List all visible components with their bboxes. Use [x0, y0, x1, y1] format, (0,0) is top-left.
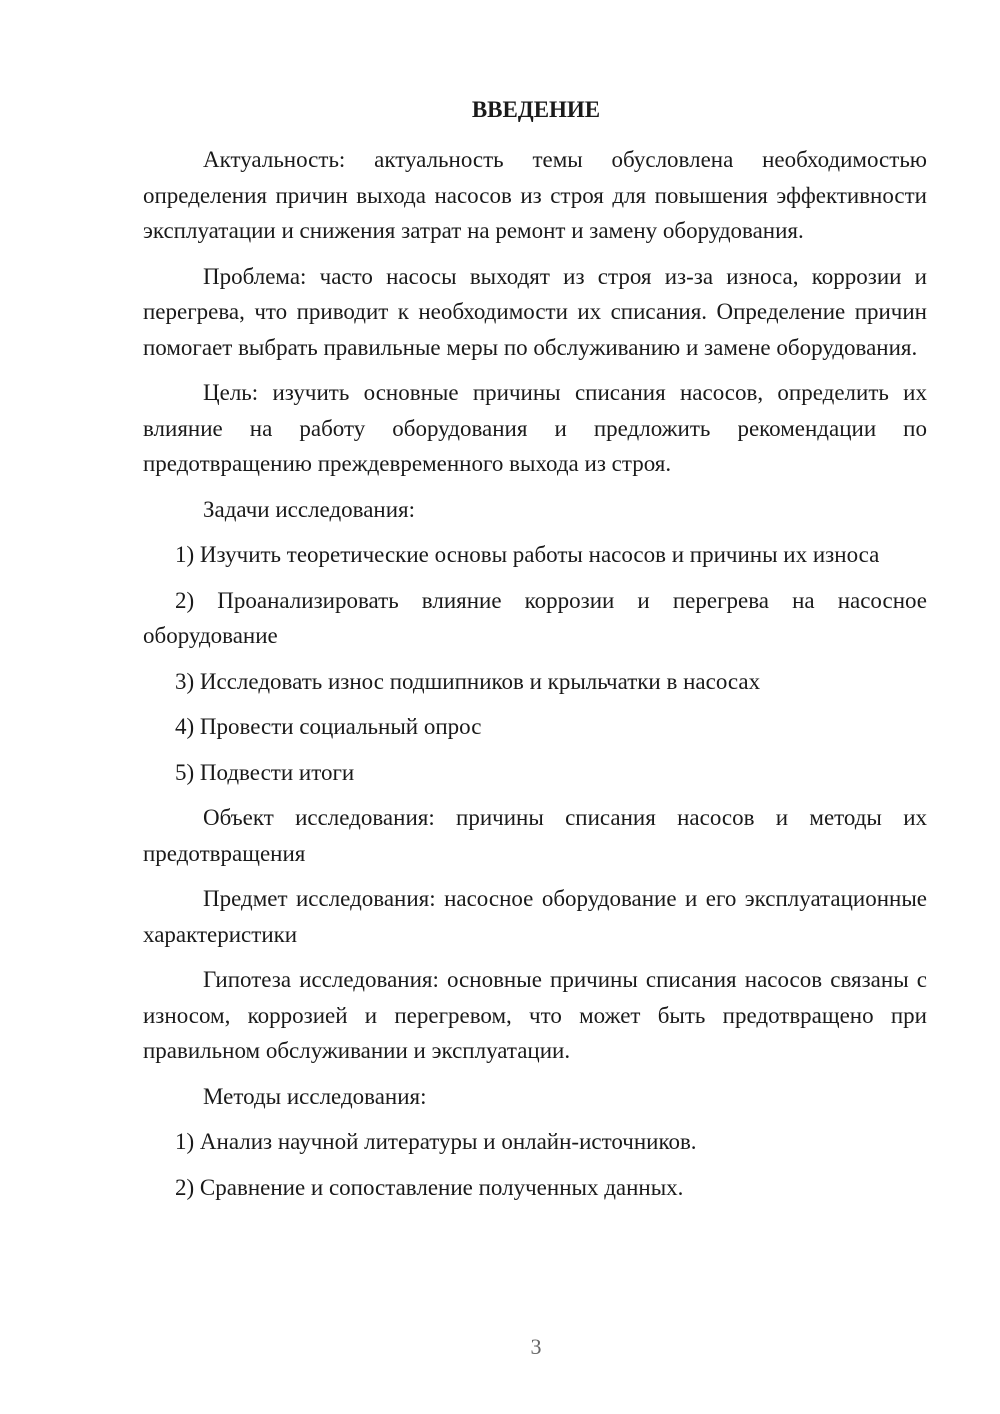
- goal-paragraph: Цель: изучить основные причины списания насосов, определить их влияние на работу оборудования и предложить рекомендации по предотвращению преждевременного выхода из строя.: [143, 380, 927, 476]
- page-number: 3: [530, 1334, 542, 1359]
- object-paragraph: Объект исследования: причины списания насосов и методы их предотвращения: [143, 805, 927, 866]
- method-item-1: 1) Анализ научной литературы и онлайн-источников.: [175, 1129, 697, 1154]
- problem-paragraph: Проблема: часто насосы выходят из строя из-за износа, коррозии и перегрева, что приводит к необходимости их списания. Определение причин помогает выбрать правильные меры по обслуживанию и замене оборудования.: [143, 263, 927, 360]
- relevance-paragraph: Актуальность: актуальность темы обусловлена необходимостью определения причин выхода насосов из строя для повышения эффективности эксплуатации и снижения затрат на ремонт и замену оборудования.: [143, 147, 927, 243]
- hypothesis-paragraph: Гипотеза исследования: основные причины списания насосов связаны с износом, коррозией и перегревом, что может быть предотвращено при правильном обслуживании и эксплуатации.: [143, 967, 927, 1063]
- methods-heading: Методы исследования:: [203, 1083, 427, 1109]
- section-title: ВВЕДЕНИЕ: [471, 97, 601, 122]
- task-item-3: 3) Исследовать износ подшипников и крыльчатки в насосах: [175, 668, 761, 694]
- task-item-5: 5) Подвести итоги: [175, 759, 355, 785]
- tasks-heading: Задачи исследования:: [203, 496, 416, 522]
- task-item-4: 4) Провести социальный опрос: [175, 714, 482, 739]
- task-item-2: 2) Проанализировать влияние коррозии и перегрева на насосное оборудование: [143, 587, 927, 648]
- method-item-2: 2) Сравнение и сопоставление полученных данных.: [175, 1174, 684, 1200]
- subject-paragraph: Предмет исследования: насосное оборудование и его эксплуатационные характеристики: [143, 886, 927, 947]
- task-item-1: 1) Изучить теоретические основы работы насосов и причины их износа: [175, 542, 880, 567]
- document-body: [143, 142, 927, 1215]
